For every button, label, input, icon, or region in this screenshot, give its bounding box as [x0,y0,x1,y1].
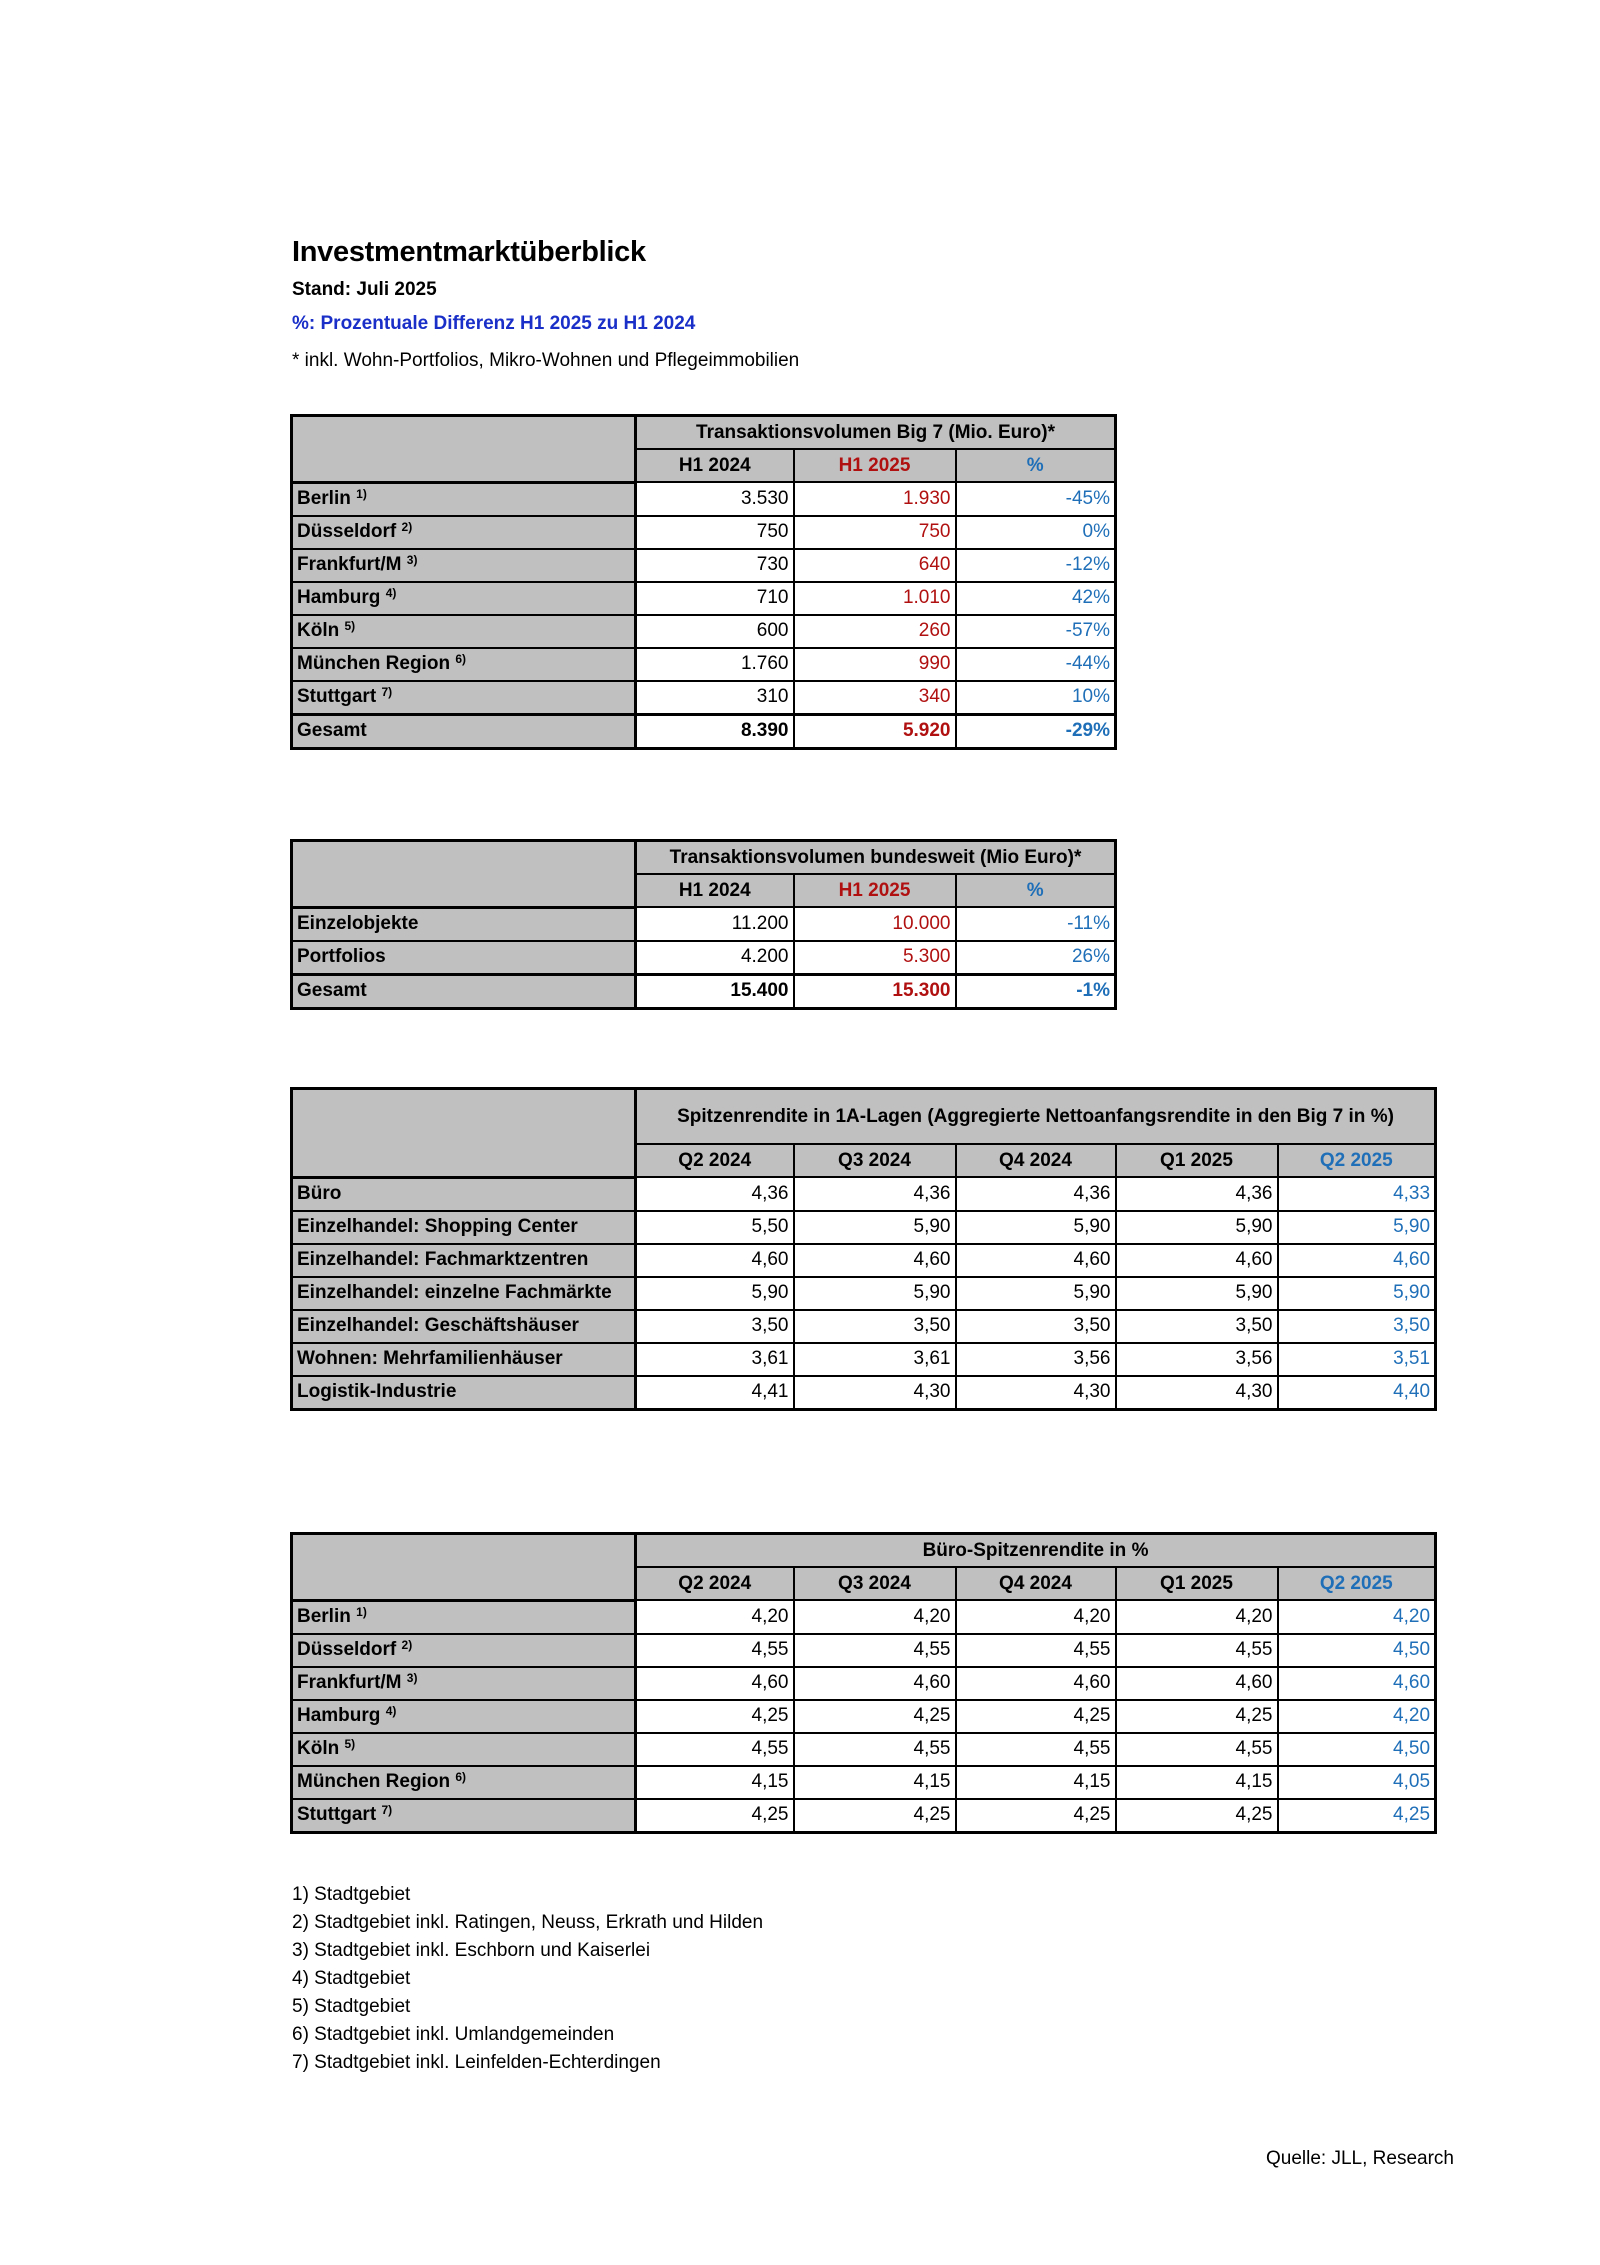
row-label-text: Gesamt [297,720,367,741]
value-cell: 4,36 [636,1177,794,1211]
value-cell: 4,25 [636,1700,794,1733]
column-header: Q2 2025 [1278,1144,1436,1177]
row-label [292,681,636,715]
value-cell: 4,20 [794,1600,956,1634]
corner-cell [292,841,636,908]
value-cell: 4,20 [636,1600,794,1634]
row-label [292,941,636,975]
value-cell: -57% [956,615,1116,648]
row-label [292,1700,636,1733]
table-row [292,1177,1436,1211]
value-cell: 4,33 [1278,1177,1436,1211]
row-label-text: Berlin [297,488,351,509]
row-label-text: Gesamt [297,980,367,1001]
row-label [292,1211,636,1244]
value-cell: 5,90 [1278,1277,1436,1310]
value-cell: 3,51 [1278,1343,1436,1376]
table-row [292,681,1116,715]
footnote-marker: 3) [406,1671,418,1685]
value-cell: 4,55 [794,1634,956,1667]
total-label [292,714,636,748]
row-label-text: Einzelhandel: Fachmarktzentren [297,1249,589,1270]
value-cell: 4,25 [1278,1799,1436,1833]
table-row [292,1733,1436,1766]
value-cell: -12% [956,549,1116,582]
row-label-text: Köln [297,1738,340,1759]
value-cell: 4,25 [1116,1700,1278,1733]
value-cell: 600 [636,615,794,648]
value-cell: 750 [794,516,956,549]
value-cell: 4,36 [1116,1177,1278,1211]
footnote-marker: 2) [401,520,413,534]
row-label-text: Stuttgart [297,1804,377,1825]
value-cell: 4,60 [956,1667,1116,1700]
value-cell: 3,50 [636,1310,794,1343]
value-cell: 4,20 [1116,1600,1278,1634]
table-title: Transaktionsvolumen bundesweit (Mio Euro)* [636,841,1116,875]
value-cell: 5,50 [636,1211,794,1244]
value-cell: 3,56 [956,1343,1116,1376]
value-cell: 5,90 [1278,1211,1436,1244]
table-row [292,1310,1436,1343]
value-cell: 4,55 [794,1733,956,1766]
footnote-item: 6) Stadtgebiet inkl. Umlandgemeinden [292,2024,615,2045]
value-cell: 3,61 [636,1343,794,1376]
value-cell: 42% [956,582,1116,615]
value-cell: 3,50 [1116,1310,1278,1343]
value-cell: 10% [956,681,1116,715]
value-cell: 26% [956,941,1116,975]
table-row [292,482,1116,516]
value-cell: 3,61 [794,1343,956,1376]
row-label-text: Frankfurt/M [297,554,402,575]
value-cell: 5,90 [794,1277,956,1310]
footnote-item: 1) Stadtgebiet [292,1884,411,1905]
table-big7-volume [290,414,1117,750]
value-cell: 5.300 [794,941,956,975]
row-label [292,907,636,941]
footnote-marker: 5) [344,1737,356,1751]
row-label-text: Einzelhandel: einzelne Fachmärkte [297,1282,612,1303]
column-header: Q1 2025 [1116,1144,1278,1177]
value-cell: 4,60 [956,1244,1116,1277]
value-cell: 4,55 [1116,1733,1278,1766]
row-label [292,516,636,549]
footnotes [292,1881,763,2077]
value-cell: 310 [636,681,794,715]
table-title: Büro-Spitzenrendite in % [636,1534,1436,1568]
footnote-marker: 7) [381,685,393,699]
value-cell: 4,15 [956,1766,1116,1799]
value-cell: 4,25 [636,1799,794,1833]
value-cell: 4,36 [794,1177,956,1211]
value-cell: 4,60 [1116,1244,1278,1277]
column-header: H1 2025 [794,874,956,907]
footnote-marker: 2) [401,1638,413,1652]
value-cell: 4,60 [794,1667,956,1700]
value-cell: 5,90 [636,1277,794,1310]
value-cell: 3,50 [794,1310,956,1343]
row-label-text: Köln [297,620,340,641]
value-cell: 4,15 [794,1766,956,1799]
source-note: Quelle: JLL, Research [1266,2148,1454,2169]
row-label [292,1733,636,1766]
value-cell: 730 [636,549,794,582]
value-cell: 4,30 [956,1376,1116,1410]
value-cell: 10.000 [794,907,956,941]
column-header: Q2 2024 [636,1144,794,1177]
row-label [292,582,636,615]
row-label-text: Frankfurt/M [297,1672,402,1693]
corner-cell [292,1089,636,1178]
value-cell: 4,55 [636,1634,794,1667]
row-label-text: Einzelobjekte [297,913,419,934]
value-cell: 1.930 [794,482,956,516]
row-label [292,1766,636,1799]
row-label-text: Düsseldorf [297,521,397,542]
table-row [292,1343,1436,1376]
inclusion-note: * inkl. Wohn-Portfolios, Mikro-Wohnen und Pflegeimmobilien [292,350,800,371]
total-row [292,714,1116,748]
column-header: H1 2025 [794,449,956,482]
value-cell: 3,50 [1278,1310,1436,1343]
footnote-item: 7) Stadtgebiet inkl. Leinfelden-Echterdingen [292,2052,661,2073]
total-value: 15.400 [636,974,794,1008]
value-cell: -44% [956,648,1116,681]
value-cell: 1.760 [636,648,794,681]
footnote-marker: 1) [356,1605,367,1619]
value-cell: -11% [956,907,1116,941]
value-cell: 340 [794,681,956,715]
corner-cell [292,1534,636,1601]
value-cell: 4,15 [1116,1766,1278,1799]
value-cell: 4,20 [1278,1700,1436,1733]
row-label [292,1667,636,1700]
total-value: 15.300 [794,974,956,1008]
row-label-text: München Region [297,1771,451,1792]
header-row [292,1089,1436,1145]
value-cell: 4.200 [636,941,794,975]
table-row [292,1667,1436,1700]
table-prime-yield [290,1087,1437,1411]
value-cell: 5,90 [794,1211,956,1244]
value-cell: 11.200 [636,907,794,941]
column-header: % [956,874,1116,907]
column-header: Q3 2024 [794,1567,956,1600]
footnote-item: 4) Stadtgebiet [292,1968,411,1989]
corner-cell [292,416,636,483]
value-cell: 4,55 [1116,1634,1278,1667]
value-cell: 5,90 [956,1277,1116,1310]
value-cell: 3.530 [636,482,794,516]
value-cell: 4,60 [794,1244,956,1277]
value-cell: 4,60 [1278,1244,1436,1277]
value-cell: 3,50 [956,1310,1116,1343]
total-row [292,974,1116,1008]
row-label [292,1244,636,1277]
percent-note: %: Prozentuale Differenz H1 2025 zu H1 2024 [292,313,696,334]
column-header: Q1 2025 [1116,1567,1278,1600]
table-row [292,516,1116,549]
footnote-marker: 4) [385,586,397,600]
table-row [292,1600,1436,1634]
table-row [292,1244,1436,1277]
row-label-text: Berlin [297,1606,351,1627]
value-cell: 4,55 [956,1634,1116,1667]
footnote-marker: 4) [385,1704,397,1718]
row-label-text: Düsseldorf [297,1639,397,1660]
table-row [292,907,1116,941]
value-cell: 4,30 [1116,1376,1278,1410]
row-label [292,1310,636,1343]
value-cell: -45% [956,482,1116,516]
row-label [292,1376,636,1410]
table-row [292,1376,1436,1410]
value-cell: 5,90 [1116,1277,1278,1310]
table-office-yield [290,1532,1437,1834]
value-cell: 4,41 [636,1376,794,1410]
value-cell: 4,60 [636,1244,794,1277]
footnote-marker: 5) [344,619,356,633]
value-cell: 5,90 [956,1211,1116,1244]
table-title: Transaktionsvolumen Big 7 (Mio. Euro)* [636,416,1116,450]
value-cell: 4,05 [1278,1766,1436,1799]
row-label-text: Einzelhandel: Geschäftshäuser [297,1315,579,1336]
value-cell: 4,25 [794,1700,956,1733]
footnote-marker: 3) [406,553,418,567]
table-title: Spitzenrendite in 1A-Lagen (Aggregierte Nettoanfangsrendite in den Big 7 in %) [636,1089,1436,1145]
table-row [292,1211,1436,1244]
value-cell: 710 [636,582,794,615]
value-cell: 4,55 [636,1733,794,1766]
column-header: Q2 2025 [1278,1567,1436,1600]
footnote-item: 5) Stadtgebiet [292,1996,411,2017]
table-row [292,1700,1436,1733]
footnote-marker: 6) [455,1770,467,1784]
value-cell: 3,56 [1116,1343,1278,1376]
value-cell: 260 [794,615,956,648]
value-cell: 4,25 [794,1799,956,1833]
row-label [292,549,636,582]
value-cell: 4,15 [636,1766,794,1799]
row-label [292,615,636,648]
value-cell: 4,60 [636,1667,794,1700]
table-row [292,1277,1436,1310]
total-label [292,974,636,1008]
total-value: 5.920 [794,714,956,748]
column-header: Q4 2024 [956,1567,1116,1600]
column-header: Q4 2024 [956,1144,1116,1177]
table-row [292,648,1116,681]
table-row [292,941,1116,975]
value-cell: 4,30 [794,1376,956,1410]
header-row [292,416,1116,450]
header-row [292,841,1116,875]
row-label-text: Stuttgart [297,686,377,707]
row-label [292,1634,636,1667]
value-cell: 4,20 [956,1600,1116,1634]
header-row [292,1534,1436,1568]
value-cell: 4,60 [1116,1667,1278,1700]
row-label-text: Hamburg [297,1705,381,1726]
row-label [292,1799,636,1833]
total-value: 8.390 [636,714,794,748]
table-row [292,1766,1436,1799]
value-cell: 4,40 [1278,1376,1436,1410]
footnote-marker: 6) [455,652,467,666]
table-row [292,582,1116,615]
column-header: Q2 2024 [636,1567,794,1600]
row-label-text: Einzelhandel: Shopping Center [297,1216,578,1237]
footnote-item: 3) Stadtgebiet inkl. Eschborn und Kaiserlei [292,1940,651,1961]
row-label-text: Wohnen: Mehrfamilienhäuser [297,1348,563,1369]
value-cell: 4,20 [1278,1600,1436,1634]
table-germany-volume [290,839,1117,1010]
value-cell: 4,50 [1278,1733,1436,1766]
column-header: H1 2024 [636,449,794,482]
row-label-text: Hamburg [297,587,381,608]
row-label [292,1343,636,1376]
table-row [292,615,1116,648]
total-value: -29% [956,714,1116,748]
value-cell: 4,25 [956,1700,1116,1733]
total-value: -1% [956,974,1116,1008]
value-cell: 0% [956,516,1116,549]
value-cell: 4,55 [956,1733,1116,1766]
row-label-text: München Region [297,653,451,674]
value-cell: 4,25 [1116,1799,1278,1833]
row-label-text: Büro [297,1183,342,1204]
row-label-text: Portfolios [297,946,386,967]
value-cell: 990 [794,648,956,681]
row-label-text: Logistik-Industrie [297,1381,457,1402]
table-row [292,1799,1436,1833]
page-title: Investmentmarktüberblick [292,236,646,268]
value-cell: 640 [794,549,956,582]
table-row [292,1634,1436,1667]
value-cell: 4,36 [956,1177,1116,1211]
row-label [292,1277,636,1310]
column-header: H1 2024 [636,874,794,907]
column-header: Q3 2024 [794,1144,956,1177]
row-label [292,482,636,516]
row-label [292,648,636,681]
value-cell: 5,90 [1116,1211,1278,1244]
footnote-marker: 1) [356,487,367,501]
footnote-marker: 7) [381,1803,393,1817]
row-label [292,1177,636,1211]
column-header: % [956,449,1116,482]
stand-date: Stand: Juli 2025 [292,279,437,300]
footnote-item: 2) Stadtgebiet inkl. Ratingen, Neuss, Erkrath und Hilden [292,1912,764,1933]
value-cell: 750 [636,516,794,549]
value-cell: 4,60 [1278,1667,1436,1700]
value-cell: 4,50 [1278,1634,1436,1667]
value-cell: 4,25 [956,1799,1116,1833]
row-label [292,1600,636,1634]
table-row [292,549,1116,582]
value-cell: 1.010 [794,582,956,615]
